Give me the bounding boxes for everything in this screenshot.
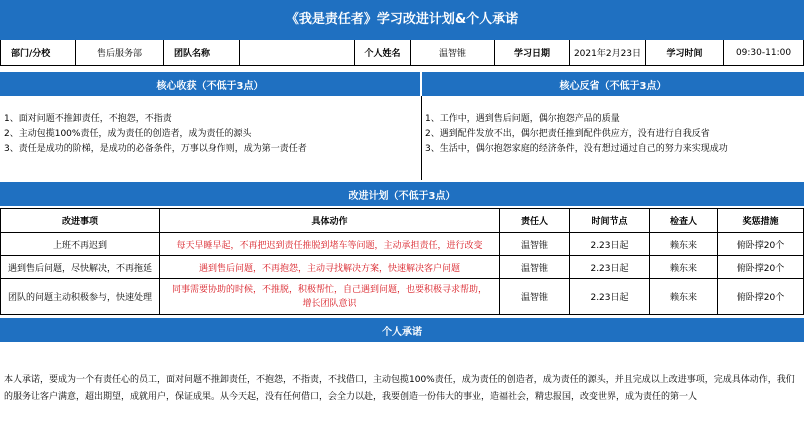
row-checker: 赖东来 xyxy=(650,279,718,315)
reflection-header: 核心反省（不低于3点） xyxy=(422,72,804,96)
gains-item: 1、面对问题不推卸责任，不抱怨，不指责 xyxy=(4,114,172,124)
gains-list xyxy=(4,112,307,157)
name-label: 个人姓名 xyxy=(355,40,411,66)
row-checker: 赖东来 xyxy=(650,233,718,256)
row-action-line: 增长团队意识 xyxy=(302,298,357,309)
table-row xyxy=(0,233,804,256)
team-value xyxy=(240,40,355,66)
pledge-header-bar xyxy=(0,318,804,342)
col-reward: 奖惩措施 xyxy=(718,209,804,233)
time-value: 09:30-11:00 xyxy=(724,40,804,66)
row-reward: 俯卧撑20个 xyxy=(718,233,804,256)
col-action: 具体动作 xyxy=(160,209,500,233)
core-divider xyxy=(421,96,422,180)
row-owner: 温智锥 xyxy=(500,233,570,256)
plan-header: 改进计划（不低于3点） xyxy=(0,182,804,206)
row-item: 团队的问题主动积极参与，快速处理 xyxy=(0,279,160,315)
row-owner: 温智锥 xyxy=(500,279,570,315)
col-owner: 责任人 xyxy=(500,209,570,233)
date-label: 学习日期 xyxy=(495,40,570,66)
row-deadline: 2.23日起 xyxy=(570,233,650,256)
core-headers xyxy=(0,72,804,96)
date-value: 2021年2月23日 xyxy=(570,40,646,66)
reflection-item: 3、生活中，偶尔抱怨家庭的经济条件，没有想过通过自己的努力来实现成功 xyxy=(425,144,728,154)
row-action: 每天早睡早起，不再把迟到责任推脱到堵车等问题，主动承担责任，进行改变 xyxy=(160,233,500,256)
row-action xyxy=(160,279,500,315)
reflection-item: 1、工作中，遇到售后问题，偶尔抱怨产品的质量 xyxy=(425,114,620,124)
info-row xyxy=(0,40,804,66)
row-item: 遇到售后问题，尽快解决，不再拖延 xyxy=(0,256,160,279)
col-deadline: 时间节点 xyxy=(570,209,650,233)
plan-header-bar xyxy=(0,182,804,206)
table-row xyxy=(0,279,804,315)
gains-header: 核心收获（不低于3点） xyxy=(0,72,422,96)
dept-value: 售后服务部 xyxy=(76,40,164,66)
reflection-list xyxy=(425,112,728,157)
col-checker: 检查人 xyxy=(650,209,718,233)
pledge-header: 个人承诺 xyxy=(0,318,804,342)
pledge-text: 本人承诺，要成为一个有责任心的员工，面对问题不推卸责任，不抱怨，不指责，不找借口，主动包揽100%责任，成为责任的创造者，成为责任的源头，并且完成以上改进事项，完成具体动作，我们的服务让客户满意，超出期望，成就用户，保证成果。从今天起，没有任何借口，会全力以赴，我要创造一份伟大的事业，造福社会，精忠报国，改变世界，成为责任的第一人 xyxy=(4,375,795,402)
row-deadline: 2.23日起 xyxy=(570,279,650,315)
plan-columns xyxy=(0,208,804,233)
row-item: 上班不再迟到 xyxy=(0,233,160,256)
time-label: 学习时间 xyxy=(646,40,724,66)
team-label: 团队名称 xyxy=(164,40,240,66)
row-action-line: 同事需要协助的时候，不推脱，积极帮忙，自己遇到问题，也要积极寻求帮助， xyxy=(171,284,487,295)
row-deadline: 2.23日起 xyxy=(570,256,650,279)
row-action: 遇到售后问题，不再抱怨，主动寻找解决方案，快速解决客户问题 xyxy=(160,256,500,279)
row-owner: 温智锥 xyxy=(500,256,570,279)
col-item: 改进事项 xyxy=(0,209,160,233)
reflection-item: 2、遇到配件发放不出，偶尔把责任推到配件供应方，没有进行自我反省 xyxy=(425,129,710,139)
dept-label: 部门/分校 xyxy=(0,40,76,66)
gains-item: 3、责任是成功的阶梯，是成功的必备条件，万事以身作则，成为第一责任者 xyxy=(4,144,307,154)
row-checker: 赖东来 xyxy=(650,256,718,279)
table-row xyxy=(0,256,804,279)
row-reward: 俯卧撑20个 xyxy=(718,279,804,315)
name-value: 温智锥 xyxy=(411,40,495,66)
gains-item: 2、主动包揽100%责任，成为责任的创造者，成为责任的源头 xyxy=(4,129,252,139)
sheet-title: 《我是责任者》学习改进计划&个人承诺 xyxy=(0,0,804,40)
row-reward: 俯卧撑20个 xyxy=(718,256,804,279)
